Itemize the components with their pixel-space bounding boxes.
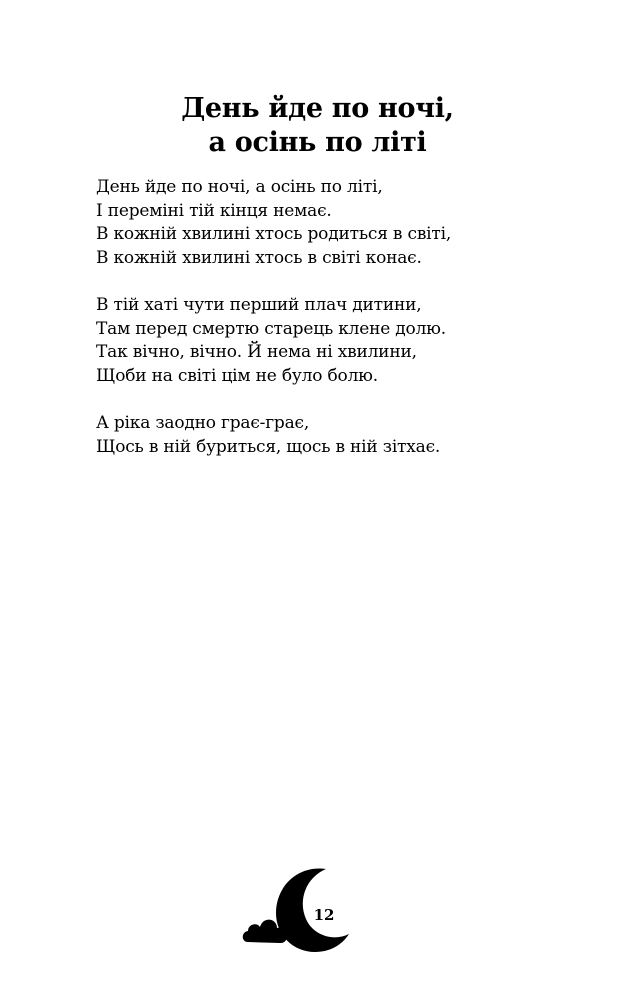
- poem-title: [0, 92, 635, 160]
- poem-body: [96, 176, 576, 483]
- page-number: 12: [313, 906, 335, 924]
- poem-title-line-2: а осінь по літі: [208, 127, 427, 158]
- poem-line: В тій хаті чути перший плач дитини,: [96, 295, 422, 315]
- stanza-3: [96, 412, 576, 459]
- poem-line: Щось в ній буриться, щось в ній зітхає.: [96, 436, 441, 457]
- poem-line: Щоби на світі цім не було болю.: [96, 365, 378, 386]
- poem-title-line-1: День йде по ночі,: [181, 93, 454, 124]
- poem-line: А ріка заодно грає-грає,: [96, 413, 310, 433]
- poem-line: В кожній хвилині хтось в світі конає.: [96, 247, 422, 268]
- stanza-2: [96, 294, 576, 388]
- stanza-1: [96, 176, 576, 270]
- poem-line: Там перед смертю старець клене долю.: [96, 318, 446, 339]
- poem-line: День йде по ночі, а осінь по літі,: [96, 177, 383, 197]
- poem-line: Так вічно, вічно. Й нема ні хвилини,: [96, 342, 417, 362]
- poem-line: В кожній хвилині хтось родиться в світі,: [96, 224, 452, 244]
- poem-line: І переміні тій кінця немає.: [96, 200, 332, 221]
